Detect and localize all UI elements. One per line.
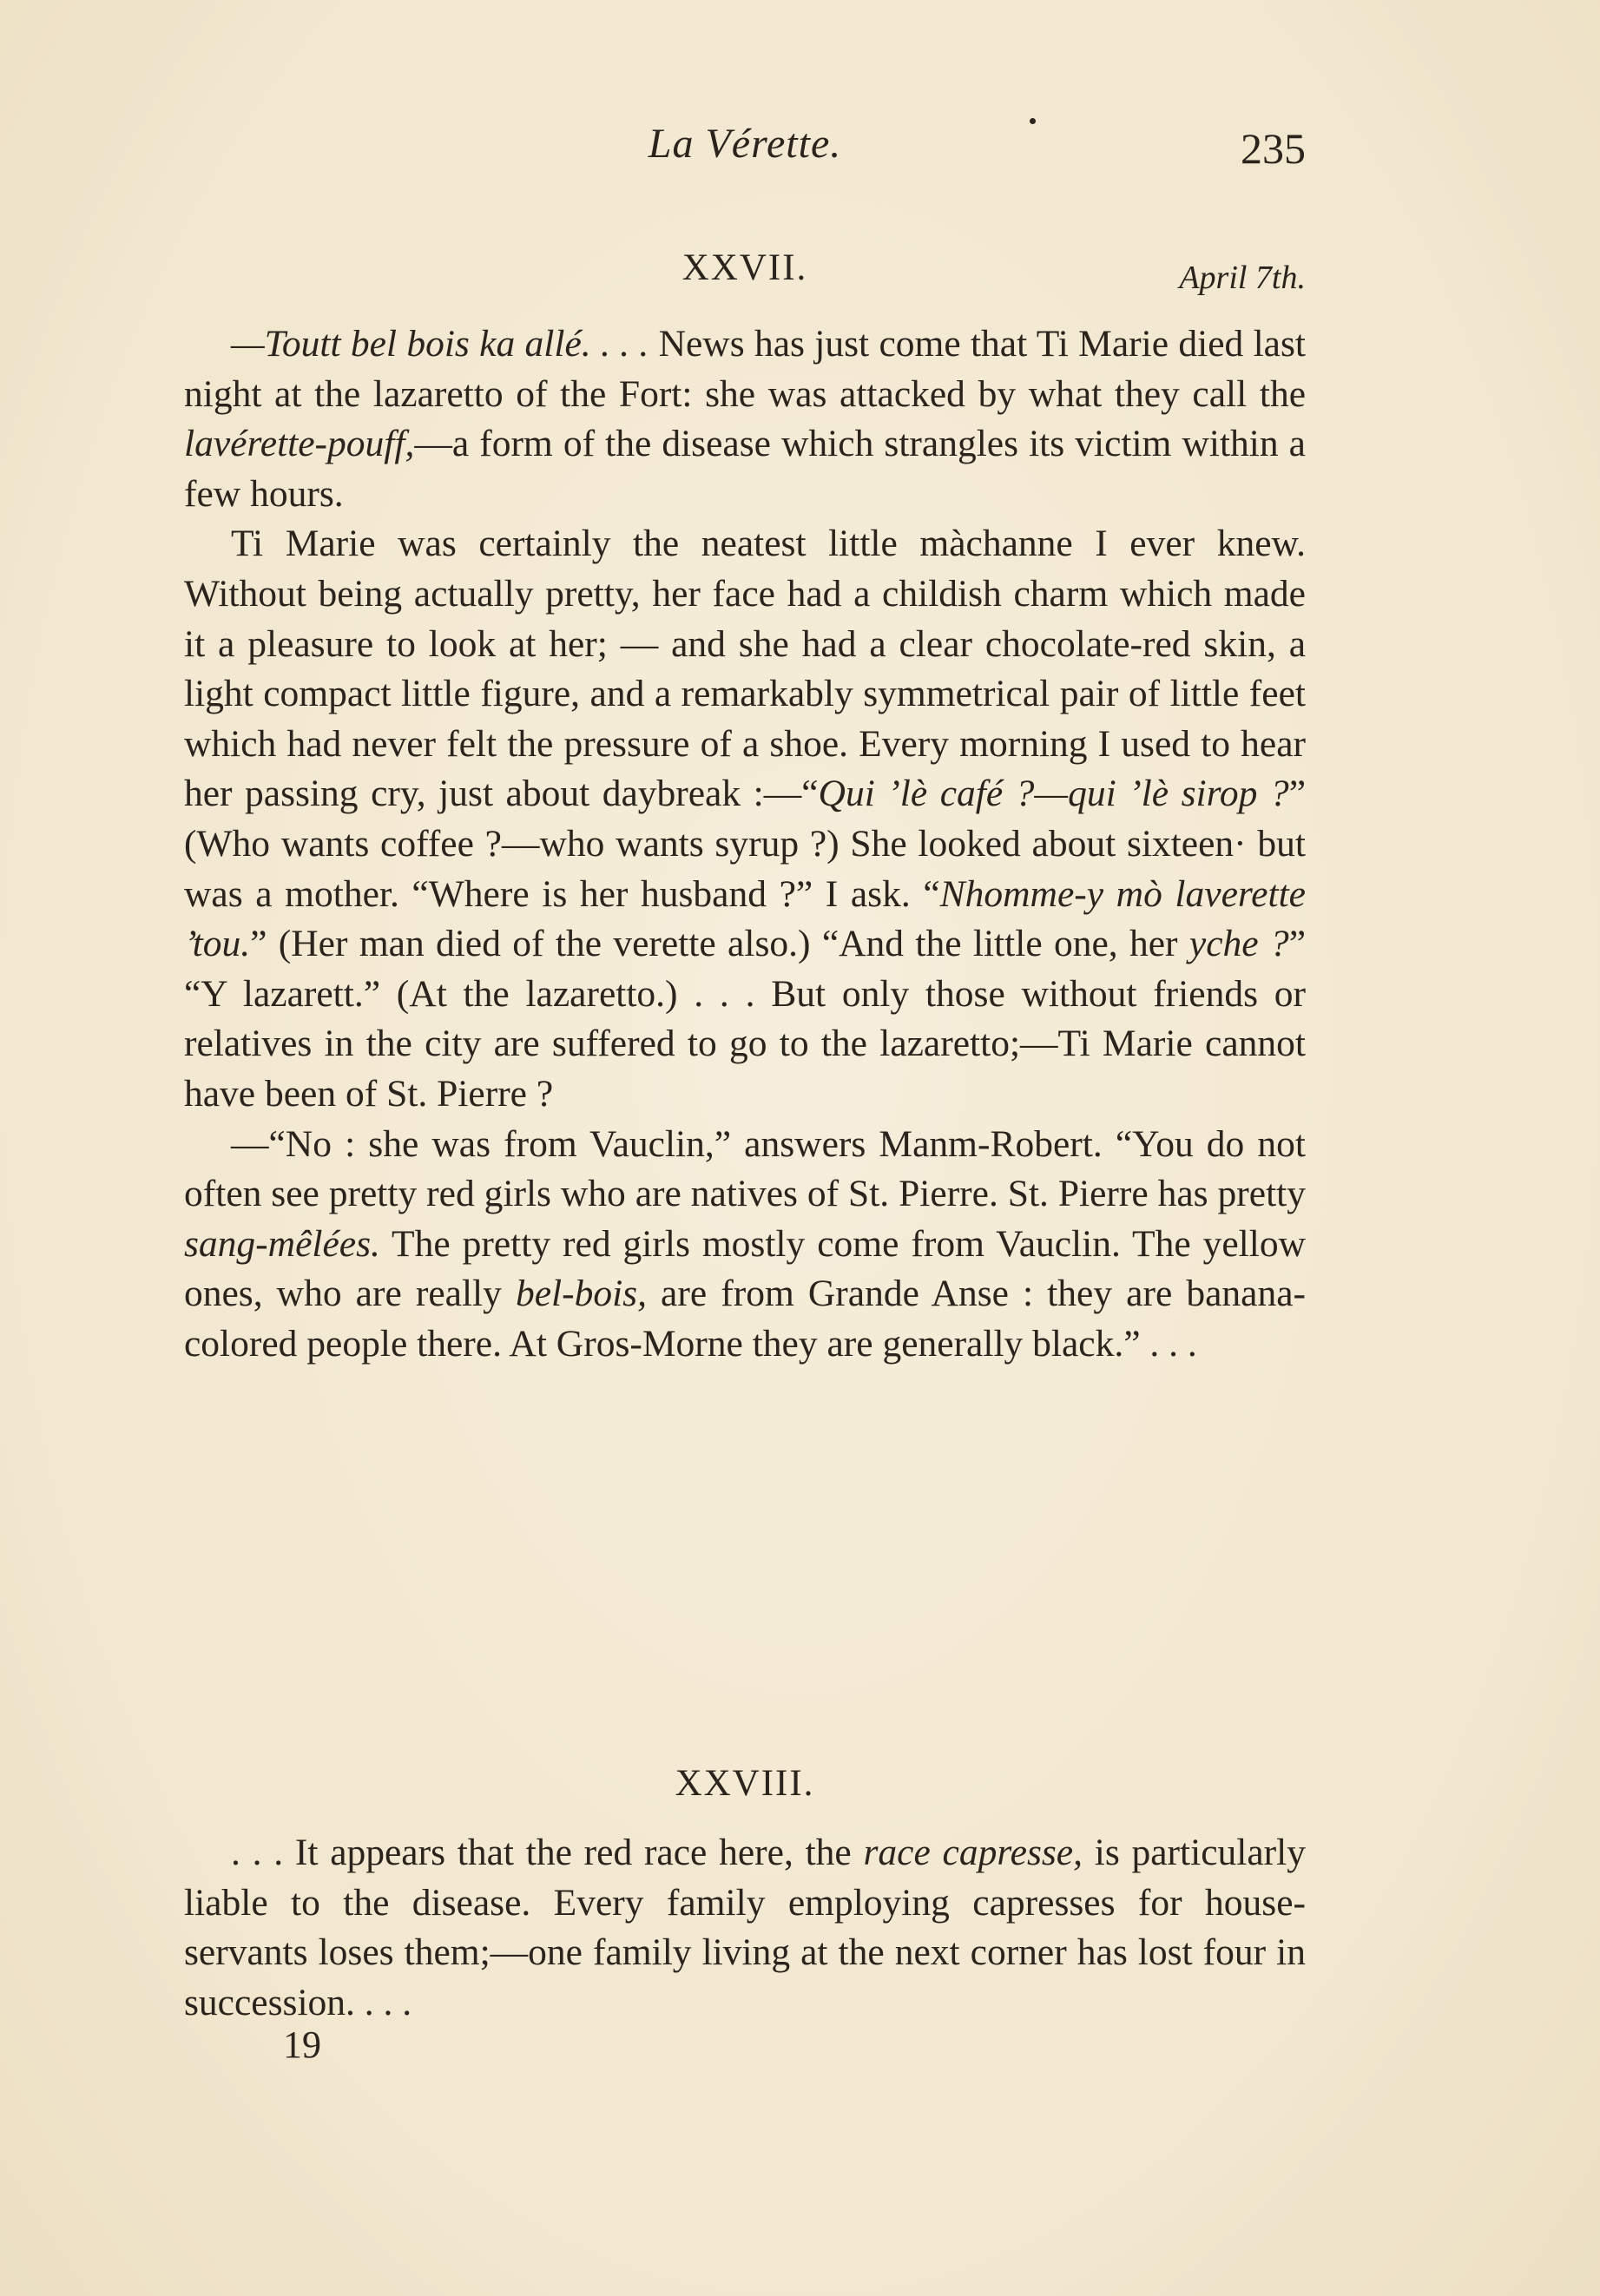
section-xxviii-body	[184, 1828, 1306, 2028]
page-number: 235	[1241, 124, 1306, 173]
paragraph-4: . . . It appears that the red race here, the race capresse, is particularly liable to the disease. Every family employing capresses for house-servants loses them;—one family living at the next corner has lost four in succession. . . .	[184, 1832, 1306, 2023]
running-head-title: La Vérette.	[648, 121, 842, 167]
running-head	[184, 120, 1306, 181]
section-xxvii-body	[184, 319, 1306, 1369]
entry-date: April 7th.	[1179, 260, 1306, 296]
signature-mark: 19	[283, 2023, 321, 2066]
paragraph-3: —“No : she was from Vauclin,” answers Manm-Robert. “You do not often see pretty red girls who are natives of St. Pierre. St. Pierre has pretty sang-mêlées. The pretty red girls mostly come from Vauclin. The yellow ones, who are really bel-bois, are from Grande Anse : they are banana-colored people there. At Gros-Morne they are generally black.” . . .	[184, 1122, 1306, 1365]
ink-speck	[1030, 118, 1036, 124]
section-heading-xxviii: XXVIII.	[675, 1763, 815, 1804]
paragraph-1: —Toutt bel bois ka allé. . . . News has just come that Ti Marie died last night at the lazaretto of the Fort: she was attacked by what they call the lavérette-pouff,—a form of the disease which strangles its victim within a few hours.	[184, 323, 1306, 515]
paragraph-2: Ti Marie was certainly the neatest little màchanne I ever knew. Without being actually pretty, her face had a childish charm which made it a pleasure to look at her; — and she had a clear chocolate-red skin, a light compact little figure, and a remarkably symmetrical pair of little feet which had never felt the pressure of a shoe. Every morning I used to hear her passing cry, just about daybreak :—“Qui ’lè café ?—qui ’lè sirop ?” (Who wants coffee ?—who wants syrup ?) She looked about sixteen· but was a mother. “Where is her husband ?” I ask. “Nhomme-y mò laverette ’tou.” (Her man died of the verette also.) “And the little one, her yche ?” “Y lazarett.” (At the lazaretto.) . . . But only those without friends or relatives in the city are suffered to go to the lazaretto;—Ti Marie cannot have been of St. Pierre ?	[184, 523, 1306, 1115]
section-heading-xxvii: XXVII.	[681, 247, 808, 288]
